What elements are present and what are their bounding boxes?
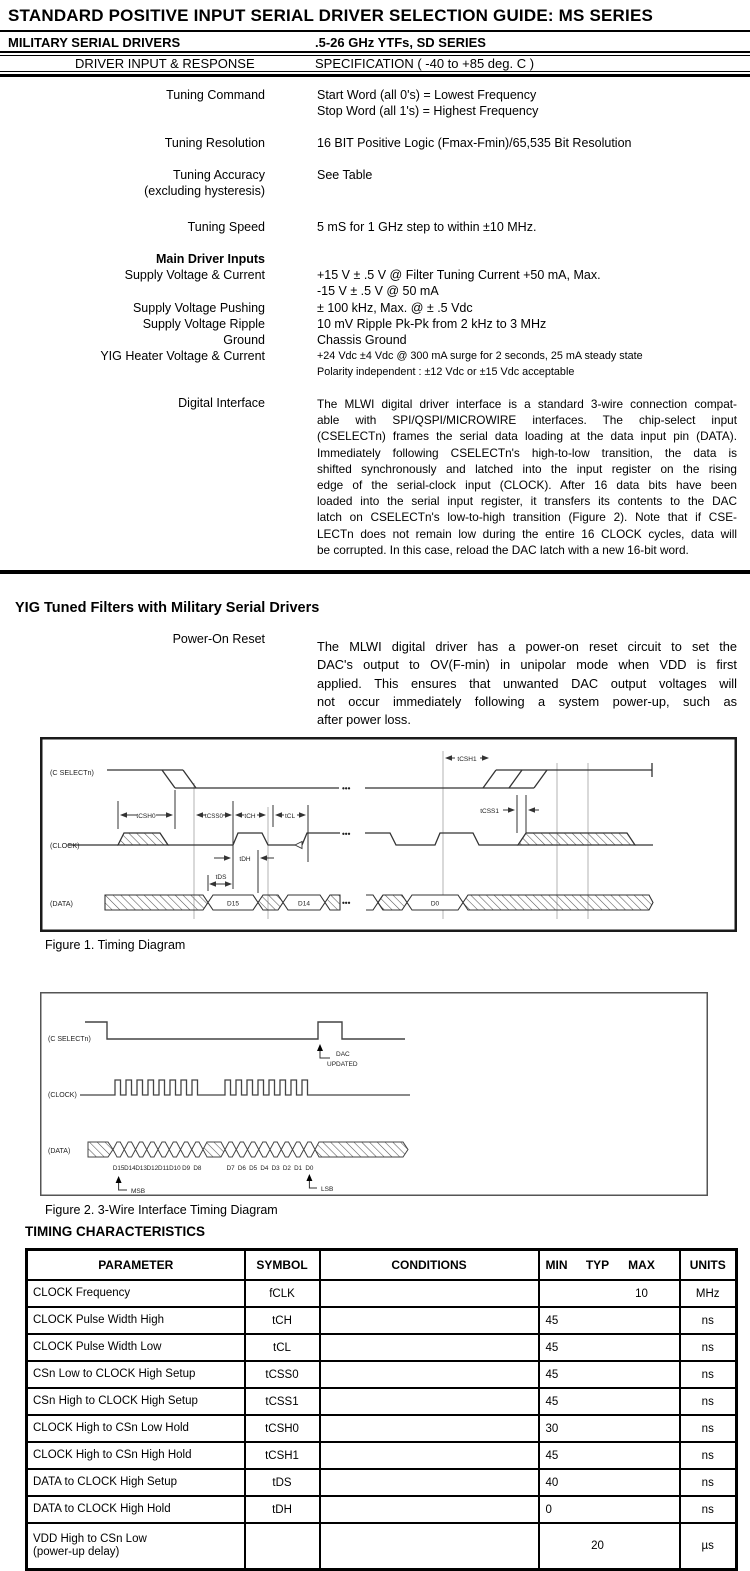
cell-conditions (320, 1307, 539, 1334)
table-row (27, 1388, 737, 1415)
spec-label-digital-interface: Digital Interface (178, 396, 265, 410)
tcsh1-label: tCSH1 (457, 756, 477, 763)
clock-waveform (68, 833, 653, 845)
msb-label: MSB (131, 1188, 146, 1195)
paragraph-line: (CSELECTn) frames the serial data loading at the data input pin (DATA). (317, 429, 737, 444)
cell-parameter: CLOCK High to CSn High Hold (27, 1442, 245, 1469)
cselect-signal-label: (C SELECTn) (50, 768, 94, 777)
cell-symbol: tCSH0 (245, 1415, 320, 1442)
col-header-parameter: PARAMETER (27, 1250, 245, 1281)
cell-conditions (320, 1415, 539, 1442)
cell-units: MHz (680, 1280, 737, 1307)
timing-characteristics-table (25, 1248, 738, 1571)
spec-label-tuning-command: Tuning Command (166, 88, 265, 102)
cell-units: ns (680, 1442, 737, 1469)
bit-label: D3 (271, 1165, 280, 1172)
cell-conditions (320, 1523, 539, 1570)
table-row (27, 1523, 737, 1570)
cell-conditions (320, 1388, 539, 1415)
bit-label: D12 (146, 1165, 159, 1172)
col-header-conditions: CONDITIONS (320, 1250, 539, 1281)
cell-parameter: DATA to CLOCK High Hold (27, 1496, 245, 1523)
cell-min: 40 (545, 1476, 559, 1489)
spec-label-yig-heater: YIG Heater Voltage & Current (100, 349, 265, 363)
ellipsis: ••• (342, 829, 351, 839)
cell-parameter: CSn Low to CLOCK High Setup (27, 1361, 245, 1388)
cselect-signal-label: (C SELECTn) (48, 1036, 91, 1043)
cell-parameter: CLOCK Pulse Width Low (27, 1334, 245, 1361)
bit-label: D15 (112, 1165, 125, 1172)
data-signal-label: (DATA) (50, 899, 73, 908)
cell-min: 45 (545, 1395, 559, 1408)
cell-parameter: DATA to CLOCK High Setup (27, 1469, 245, 1496)
lsb-arrow (306, 1174, 312, 1181)
col-header-symbol: SYMBOL (245, 1250, 320, 1281)
paragraph-line: be corrupted. In this case, reload the DAC latch with a new 16-bit word. (317, 542, 689, 557)
tcsh0-label: tCSH0 (136, 813, 156, 820)
spec-value-yig-heater-2: Polarity independent : ±12 Vdc or ±15 Vdc acceptable (317, 366, 575, 378)
table-row (27, 1496, 737, 1523)
paragraph-line: applied. This ensures that unwanted DAC output voltages will (317, 675, 737, 691)
cell-min-typ-max (539, 1442, 680, 1469)
dac-updated-leader (320, 1051, 330, 1058)
spec-heading-main-driver-inputs: Main Driver Inputs (155, 252, 265, 266)
cell-symbol: tCSS0 (245, 1361, 320, 1388)
clock-signal-label: (CLOCK) (50, 841, 80, 850)
col-header-min-typ-max (539, 1250, 680, 1281)
paragraph-line: LECTn does not remain low during the entire 16 CLOCK cycles, data will (317, 526, 737, 541)
rule-row2-b (0, 74, 750, 77)
spec-value-tuning-resolution: 16 BIT Positive Logic (Fmax-Fmin)/65,535 Bit Resolution (317, 136, 632, 150)
page-title: STANDARD POSITIVE INPUT SERIAL DRIVER SELECTION GUIDE: MS SERIES (8, 6, 654, 25)
col-header-max: MAX (628, 1258, 655, 1272)
cell-min-typ-max (539, 1496, 680, 1523)
cell-min-typ-max (539, 1334, 680, 1361)
spec-value-supply-voltage-current-2: -15 V ± .5 V @ 50 mA (317, 284, 439, 298)
dimension-arrowheads (120, 755, 535, 887)
spec-label-tuning-resolution: Tuning Resolution (164, 136, 265, 150)
cell-min: 0 (545, 1503, 552, 1516)
bit-label: D5 (249, 1165, 258, 1172)
spec-label-power-on-reset: Power-On Reset (172, 632, 265, 646)
paragraph-line: Immediately following CSELECTn's high-to-low transition, the data is (317, 445, 737, 460)
paragraph-line: The MLWI digital driver interface is a standard 3-wire connection compat- (317, 397, 737, 411)
data-bit-d15: D15 (227, 900, 239, 908)
spec-label-supply-voltage-current: Supply Voltage & Current (124, 268, 265, 282)
cell-symbol: fCLK (245, 1280, 320, 1307)
col-header-typ: TYP (585, 1258, 610, 1272)
figure1-timing-diagram (40, 737, 737, 932)
paragraph-line: after power loss. (317, 712, 411, 728)
table-row (27, 1361, 737, 1388)
bit-label: D4 (260, 1165, 269, 1172)
bit-label: D14 (124, 1165, 136, 1172)
cell-conditions (320, 1280, 539, 1307)
msb-arrow (116, 1176, 122, 1183)
cell-units: ns (680, 1496, 737, 1523)
bit-label: D0 (305, 1165, 314, 1172)
section-heading: YIG Tuned Filters with Military Serial Drivers (15, 600, 320, 616)
spec-value-ground: Chassis Ground (317, 333, 407, 347)
paragraph-line: able with SPI/QSPI/MICROWIRE interfaces. The chip-select input (317, 413, 737, 428)
paragraph-line: DAC's output to OV(F-min) in unipolar mode when VDD is first (317, 657, 737, 673)
paragraph-line: The MLWI digital driver has a power-on reset circuit to set the (317, 639, 737, 654)
clock-waveform (80, 1080, 410, 1095)
table-row (27, 1280, 737, 1307)
data-bit-d14: D14 (298, 900, 310, 908)
clock-signal-label: (CLOCK) (48, 1092, 77, 1099)
cell-min-typ-max (539, 1415, 680, 1442)
data-bit-d0: D0 (430, 900, 440, 908)
spec-value-supply-voltage-ripple: 10 mV Ripple Pk-Pk from 2 kHz to 3 MHz (317, 317, 547, 331)
cell-min-typ-max (539, 1307, 680, 1334)
timing-characteristics-heading: TIMING CHARACTERISTICS (25, 1224, 205, 1239)
cell-units: ns (680, 1415, 737, 1442)
data-bit-labels (113, 1165, 314, 1172)
dac-updated-arrow (317, 1044, 323, 1051)
cell-min-typ-max (539, 1523, 680, 1570)
figure2-caption: Figure 2. 3-Wire Interface Timing Diagram (45, 1203, 278, 1217)
table-header-row (27, 1250, 737, 1281)
tdh-label: tDH (239, 856, 251, 863)
rule-row1-a (0, 51, 750, 53)
spec-label-supply-voltage-ripple: Supply Voltage Ripple (142, 317, 265, 331)
bit-label: D2 (282, 1165, 291, 1172)
masthead-sub-left: DRIVER INPUT & RESPONSE (75, 56, 255, 71)
cell-conditions (320, 1361, 539, 1388)
lsb-label: LSB (321, 1186, 334, 1193)
cell-units: ns (680, 1469, 737, 1496)
figure2-timing-diagram (40, 992, 708, 1196)
cell-symbol: tDS (245, 1469, 320, 1496)
rule-row2-a (0, 71, 750, 72)
bit-label: D10 (169, 1165, 181, 1172)
masthead-sub-right: SPECIFICATION ( -40 to +85 deg. C ) (315, 56, 535, 71)
cell-min: 45 (545, 1368, 559, 1381)
col-header-units: UNITS (680, 1250, 737, 1281)
paragraph-line: latch on CSELECTn's low-to-high transition (Figure 2). Note that if CSE- (317, 510, 737, 525)
paragraph-line: edge of the serial-clock input (CLOCK). After 16 data bits have been (317, 478, 737, 493)
cell-units: µs (680, 1523, 737, 1570)
cell-min: 45 (545, 1341, 559, 1354)
power-on-reset-paragraph (317, 638, 737, 729)
cell-min: 30 (545, 1422, 559, 1435)
table-row (27, 1442, 737, 1469)
paragraph-line: shifted synchronously and latched into the input register on the rising (317, 461, 737, 476)
tcss1-label: tCSS1 (480, 808, 499, 815)
digital-interface-paragraph (317, 396, 737, 558)
cell-symbol: tCH (245, 1307, 320, 1334)
cell-units: ns (680, 1361, 737, 1388)
bit-label: D7 (226, 1165, 235, 1172)
cell-parameter: CLOCK High to CSn Low Hold (27, 1415, 245, 1442)
cell-symbol: tCL (245, 1334, 320, 1361)
spec-value-tuning-speed: 5 mS for 1 GHz step to within ±10 MHz. (317, 220, 537, 234)
dac-updated-label-2: UPDATED (327, 1061, 358, 1068)
dac-updated-label-1: DAC (336, 1051, 350, 1058)
section-divider (0, 570, 750, 574)
data-waveform (88, 1142, 408, 1157)
spec-value-supply-voltage-pushing: ± 100 kHz, Max. @ ± .5 Vdc (317, 301, 473, 315)
bit-label: D1 (294, 1165, 303, 1172)
table-row (27, 1469, 737, 1496)
cell-min-typ-max (539, 1361, 680, 1388)
spec-label-tuning-accuracy: Tuning Accuracy (173, 168, 265, 182)
lsb-leader (309, 1181, 317, 1188)
bit-label: D9 (182, 1165, 191, 1172)
spec-label-tuning-speed: Tuning Speed (187, 220, 265, 234)
bit-label: D13 (135, 1165, 147, 1172)
rule-under-title (0, 30, 750, 32)
figure1-caption: Figure 1. Timing Diagram (45, 938, 186, 952)
cell-max: 10 (635, 1287, 648, 1300)
spec-value-supply-voltage-current-1: +15 V ± .5 V @ Filter Tuning Current +50 mA, Max. (317, 268, 601, 282)
table-row (27, 1307, 737, 1334)
cell-min: 45 (545, 1314, 559, 1327)
cell-parameter: CLOCK Frequency (27, 1280, 245, 1307)
cselect-waveform (107, 763, 652, 788)
paragraph-line: not occur immediately following a system power-up, such as (317, 693, 737, 709)
data-waveform (105, 895, 653, 910)
cell-units: ns (680, 1334, 737, 1361)
cell-parameter (27, 1523, 245, 1570)
tds-label: tDS (215, 874, 227, 881)
bit-label: D6 (237, 1165, 246, 1172)
ellipsis: ••• (342, 784, 351, 793)
spec-label-supply-voltage-pushing: Supply Voltage Pushing (132, 301, 265, 315)
tcss0-label: tCSS0 (205, 813, 223, 820)
cell-units: ns (680, 1307, 737, 1334)
ellipsis: ••• (342, 898, 351, 908)
masthead-left: MILITARY SERIAL DRIVERS (8, 35, 181, 50)
cell-conditions (320, 1442, 539, 1469)
spec-label-tuning-accuracy-2: (excluding hysteresis) (144, 184, 265, 198)
cell-conditions (320, 1496, 539, 1523)
cell-symbol: tDH (245, 1496, 320, 1523)
bit-label: D8 (193, 1165, 202, 1172)
paragraph-line: loaded into the serial input register, it transfers its contents to the DAC (317, 494, 737, 509)
cell-parameter-line2: (power-up delay) (33, 1546, 120, 1558)
cell-parameter: CLOCK Pulse Width High (27, 1307, 245, 1334)
cell-conditions (320, 1469, 539, 1496)
dimension-lines (118, 758, 539, 893)
col-header-min: MIN (545, 1258, 568, 1272)
spec-label-ground: Ground (223, 333, 265, 347)
cell-symbol: tCSH1 (245, 1442, 320, 1469)
cell-min-typ-max (539, 1388, 680, 1415)
cell-symbol (245, 1523, 320, 1570)
cell-min-typ-max (539, 1469, 680, 1496)
tcl-label: tCL (284, 813, 296, 820)
spec-value-tuning-accuracy: See Table (317, 168, 373, 182)
cell-typ: 20 (591, 1540, 604, 1552)
data-signal-label: (DATA) (48, 1148, 71, 1155)
cell-units: ns (680, 1388, 737, 1415)
spec-value-yig-heater-1: +24 Vdc ±4 Vdc @ 300 mA surge for 2 seconds, 25 mA steady state (317, 350, 643, 362)
masthead-right: .5-26 GHz YTFs, SD SERIES (315, 35, 486, 50)
tch-label: tCH (244, 813, 256, 820)
spec-value-tuning-command-2: Stop Word (all 1's) = Highest Frequency (317, 104, 539, 118)
clock-edge-marker (295, 842, 302, 849)
cell-min-typ-max (539, 1280, 680, 1307)
cell-symbol: tCSS1 (245, 1388, 320, 1415)
msb-leader (119, 1183, 127, 1190)
cselect-waveform (85, 1022, 405, 1039)
table-row (27, 1334, 737, 1361)
table-row (27, 1415, 737, 1442)
spec-value-tuning-command-1: Start Word (all 0's) = Lowest Frequency (317, 88, 537, 102)
cell-parameter-line1: VDD High to CSn Low (33, 1532, 147, 1545)
cell-min: 45 (545, 1449, 559, 1462)
bit-label: D11 (158, 1165, 170, 1172)
cell-conditions (320, 1334, 539, 1361)
cell-parameter: CSn High to CLOCK High Setup (27, 1388, 245, 1415)
